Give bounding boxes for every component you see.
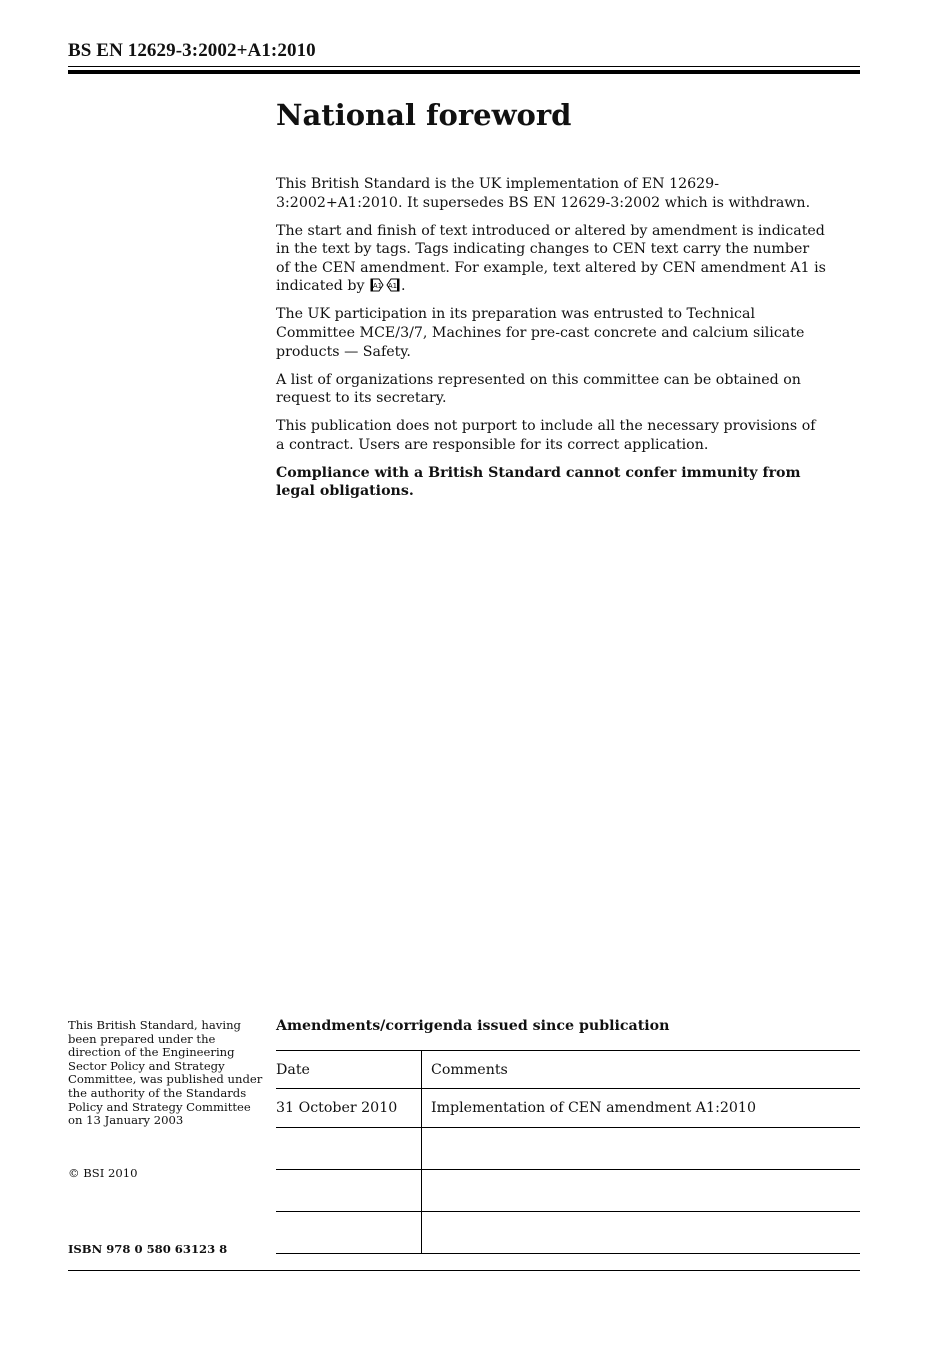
paragraph-committee: The UK participation in its preparation was entrusted to Technical Committee MCE/3/7, Machines for pre-cast concrete and calcium silicate products — Safety.	[276, 306, 805, 360]
document-id: BS EN 12629-3:2002+A1:2010	[68, 40, 316, 61]
header-rule-thin	[68, 66, 860, 67]
amendment-comment	[422, 1170, 861, 1212]
footer-rule	[68, 1270, 860, 1271]
amendment-end-tag-icon	[386, 278, 400, 292]
amendment-start-tag-icon	[370, 278, 384, 292]
header-rule-thick	[68, 70, 860, 74]
table-row	[276, 1212, 860, 1254]
amendment-date	[276, 1212, 422, 1254]
table-header-row	[276, 1051, 860, 1089]
amendment-date	[276, 1170, 422, 1212]
foreword-body	[276, 175, 826, 510]
amendment-comment	[422, 1212, 861, 1254]
paragraph-contract: This publication does not purport to include all the necessary provisions of a contract. Users are responsible for its correct application.	[276, 418, 816, 453]
publication-note: This British Standard, having been prepared under the direction of the Engineering Sector Policy and Strategy Committee, was published under the authority of the Standards Policy and Strategy Committee on 13 January 2003	[68, 1018, 263, 1128]
amendment-date: 31 October 2010	[276, 1089, 422, 1128]
page-title: National foreword	[276, 98, 572, 132]
amendment-tags-period: .	[401, 278, 406, 295]
isbn: ISBN 978 0 580 63123 8	[68, 1242, 228, 1256]
copyright: © BSI 2010	[68, 1166, 138, 1180]
amendment-comment: Implementation of CEN amendment A1:2010	[422, 1089, 861, 1128]
table-row	[276, 1089, 860, 1128]
column-header-date: Date	[276, 1051, 422, 1089]
table-row	[276, 1170, 860, 1212]
column-header-comments: Comments	[422, 1051, 861, 1089]
amendment-tags-text: The start and finish of text introduced or altered by amendment is indicated in the text by tags. Tags indicating changes to CEN text carry the number of the CEN amendment. For example, text altered by CEN amendment A1 is indicated by	[276, 222, 826, 295]
table-row	[276, 1128, 860, 1170]
amendments-table	[276, 1050, 860, 1254]
amendment-comment	[422, 1128, 861, 1170]
paragraph-compliance: Compliance with a British Standard cannot confer immunity from legal obligations.	[276, 464, 801, 500]
paragraph-amendment-tags	[276, 222, 826, 296]
amendment-date	[276, 1128, 422, 1170]
paragraph-implementation: This British Standard is the UK implementation of EN 12629-3:2002+A1:2010. It supersedes BS EN 12629-3:2002 which is withdrawn.	[276, 176, 811, 211]
paragraph-organizations: A list of organizations represented on this committee can be obtained on request to its secretary.	[276, 371, 801, 407]
amendments-heading: Amendments/corrigenda issued since publication	[276, 1018, 670, 1034]
amendment-start-tag-label: A1	[372, 282, 383, 291]
amendment-end-tag-label: A1	[387, 282, 398, 291]
